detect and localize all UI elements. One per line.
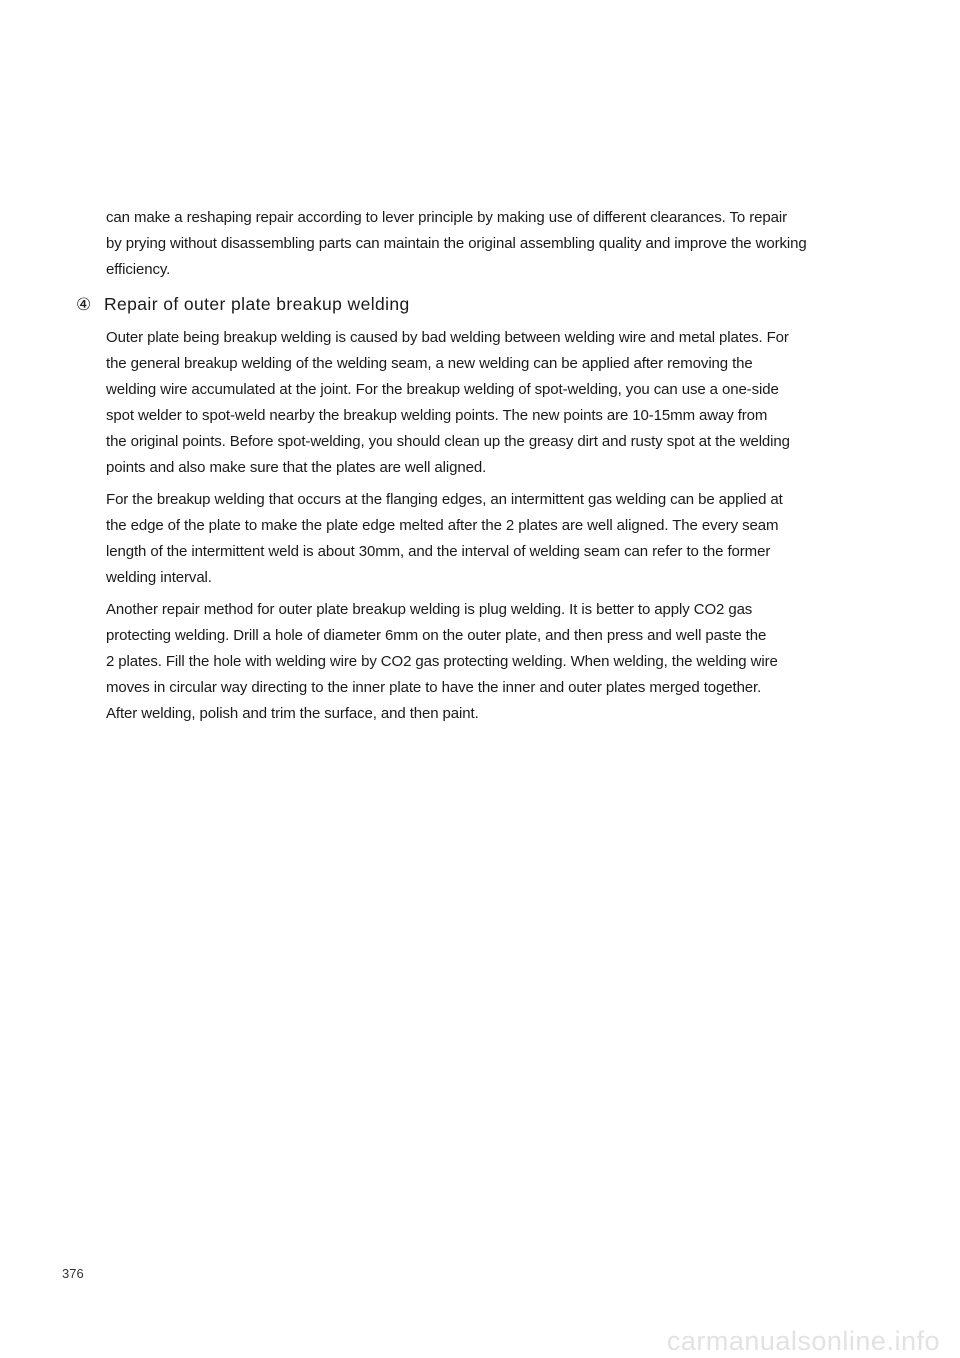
intro-paragraph	[106, 205, 851, 283]
text-line: the original points. Before spot-welding, you should clean up the greasy dirt and rusty spot at the welding	[106, 433, 790, 450]
section-number: ④	[76, 295, 92, 314]
text-line: efficiency.	[106, 261, 171, 278]
page-number: 376	[62, 1266, 84, 1281]
section-heading	[76, 289, 851, 319]
paragraph-flanging-edges	[106, 487, 851, 591]
text-line: After welding, polish and trim the surface, and then paint.	[106, 705, 479, 722]
text-line: by prying without disassembling parts can maintain the original assembling quality and improve the working	[106, 235, 807, 252]
text-line: length of the intermittent weld is about 30mm, and the interval of welding seam can refer to the former	[106, 543, 771, 560]
paragraph-plug-welding	[106, 597, 851, 727]
text-line: moves in circular way directing to the inner plate to have the inner and outer plates merged together.	[106, 679, 762, 696]
text-line: spot welder to spot-weld nearby the breakup welding points. The new points are 10-15mm away from	[106, 407, 768, 424]
text-line: 2 plates. Fill the hole with welding wire by CO2 gas protecting welding. When welding, the welding wire	[106, 653, 778, 670]
text-line: For the breakup welding that occurs at the flanging edges, an intermittent gas welding can be applied at	[106, 491, 783, 508]
text-line: protecting welding. Drill a hole of diameter 6mm on the outer plate, and then press and well paste the	[106, 627, 767, 644]
text-line: the edge of the plate to make the plate edge melted after the 2 plates are well aligned. The every seam	[106, 517, 779, 534]
text-line: welding interval.	[106, 569, 212, 586]
watermark-text: carmanualsonline.info	[666, 1326, 940, 1356]
page-content	[76, 205, 851, 733]
text-line: points and also make sure that the plates are well aligned.	[106, 459, 487, 476]
text-line: can make a reshaping repair according to lever principle by making use of different clearances. To repair	[106, 209, 787, 226]
paragraph-spot-welding	[106, 325, 851, 481]
text-line: Another repair method for outer plate breakup welding is plug welding. It is better to apply CO2 gas	[106, 601, 753, 618]
text-line: the general breakup welding of the welding seam, a new welding can be applied after removing the	[106, 355, 753, 372]
text-line: welding wire accumulated at the joint. For the breakup welding of spot-welding, you can use a one-side	[106, 381, 779, 398]
text-line: Outer plate being breakup welding is caused by bad welding between welding wire and metal plates. For	[106, 329, 789, 346]
section-title: Repair of outer plate breakup welding	[104, 294, 410, 314]
